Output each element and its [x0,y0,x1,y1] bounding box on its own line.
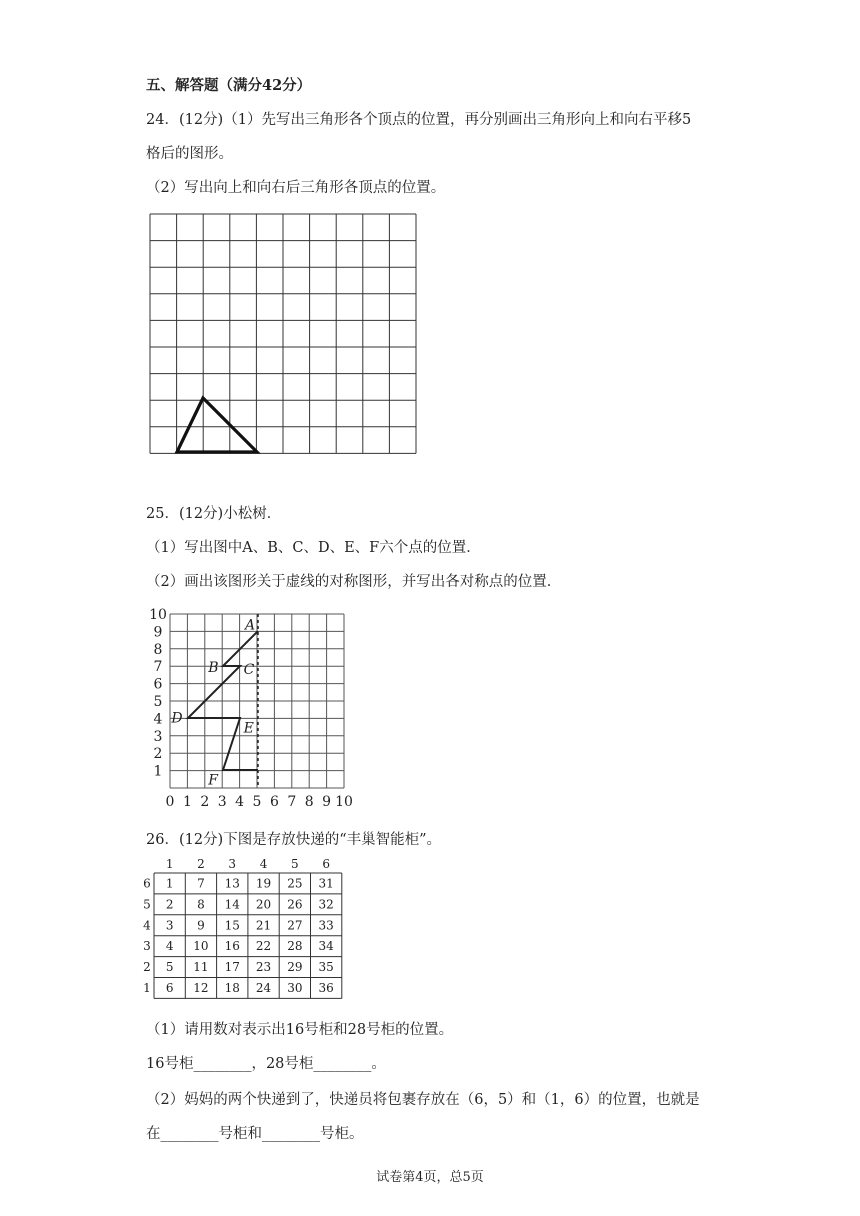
q26-sub2-answer: 在________号柜和________号柜。 [146,1126,364,1142]
q26-cell: 28 [287,939,303,954]
q25-line1: 25．(12分)小松树． [146,506,282,522]
q25-y-tick: 5 [153,694,163,710]
q25-x-ticks [166,794,353,810]
q25-y-tick: 7 [153,659,163,676]
q25-point-d: D [171,710,183,727]
page-footer: 试卷第4页，总5页 [376,1170,484,1185]
q26-sub1: （1）请用数对表示出16号柜和28号柜的位置。 [146,1022,454,1038]
q26-row-headers [143,876,151,995]
q26-col-header: 4 [259,857,268,871]
q26-col-header: 6 [322,857,330,871]
q25-point-f: F [208,772,218,789]
q26-cell: 15 [224,918,240,933]
q25-x-tick: 5 [252,794,262,810]
q26-cell: 3 [165,918,174,933]
q26-cell: 17 [224,960,240,975]
q26-cell: 12 [193,980,209,995]
q26-cell: 16 [224,939,240,954]
q24-line2: 格后的图形。 [146,146,233,162]
q25-grid-lines [170,614,344,788]
q25-x-tick: 1 [182,794,192,810]
q26-cell: 5 [165,960,174,975]
q25-x-tick: 4 [235,794,245,810]
q25-x-tick: 3 [217,794,227,810]
q25-y-tick: 2 [153,746,163,763]
q26-col-header: 3 [228,857,237,871]
q25-x-tick: 0 [165,794,175,810]
q25-point-c: C [243,662,255,679]
q25-x-tick: 9 [322,794,332,810]
q26-cell: 33 [318,918,334,933]
q25-x-tick: 8 [304,794,314,810]
q26-cell: 34 [318,939,334,954]
q24-triangle [177,398,257,452]
q26-cell: 22 [255,939,272,954]
q26-cell: 4 [165,939,174,954]
q26-cell: 6 [165,980,174,995]
q26-row-header: 2 [143,960,151,975]
q26-cell: 29 [287,960,303,975]
q26-cell: 35 [318,960,334,975]
q26-sub2: （2）妈妈的两个快递到了，快递员将包裹存放在（6，5）和（1，6）的位置，也就是 [146,1092,700,1108]
q26-cell: 26 [287,897,303,912]
q25-x-tick: 6 [269,794,279,810]
q26-cell: 11 [193,960,209,975]
q26-cell: 25 [287,876,303,891]
q26-cell: 24 [255,980,272,995]
q26-cell: 14 [224,897,240,912]
q25-y-tick: 3 [153,728,163,745]
q25-y-tick: 1 [153,763,163,780]
q26-col-header: 2 [197,857,205,871]
q26-cell: 21 [255,918,272,933]
q25-x-tick: 10 [335,794,353,810]
q26-cell: 7 [197,876,205,891]
q25-y-tick: 6 [153,676,163,693]
q25-x-tick: 2 [200,794,210,810]
q26-cell: 18 [224,980,240,995]
q26-cell: 10 [193,939,209,954]
q26-cell: 19 [255,876,272,891]
q26-row-header: 6 [143,876,151,891]
q26-locker-table [140,854,355,1004]
q25-point-b: B [208,660,219,677]
q26-cell: 20 [255,897,272,912]
q24-grid-lines [150,214,416,453]
section-title: 五、解答题（满分42分） [146,77,312,94]
q26-sub1-answer: 16号柜________，28号柜________。 [146,1056,386,1072]
q26-grid-lines [154,873,342,998]
q26-line1: 26．(12分)下图是存放快递的“丰巢智能柜”。 [146,832,442,848]
q26-row-header: 3 [143,939,151,954]
q26-cell: 1 [165,876,174,891]
q25-y-tick: 9 [153,624,163,641]
q26-cell: 2 [165,897,174,912]
q26-cell: 30 [287,980,303,995]
q26-cell: 31 [318,876,334,891]
q25-point-e: E [243,720,254,737]
q25-line2: （1）写出图中A、B、C、D、E、F六个点的位置． [146,540,481,556]
q26-col-header: 5 [291,857,299,871]
q26-row-header: 5 [143,897,151,912]
q26-cell: 8 [197,897,205,912]
q26-col-headers [166,857,330,871]
q26-cell: 36 [318,980,334,995]
q26-cell: 13 [224,876,240,891]
q24-line1: 24．(12分)（1）先写出三角形各个顶点的位置，再分别画出三角形向上和向右平移5 [146,112,692,128]
q25-line3: （2）画出该图形关于虚线的对称图形，并写出各对称点的位置． [146,574,562,590]
q25-point-a: A [245,617,256,634]
q25-pine-figure [140,604,370,810]
q25-y-tick: 8 [153,641,163,658]
q26-col-header: 1 [165,857,174,871]
q24-line3: （2）写出向上和向右后三角形各顶点的位置。 [146,180,446,196]
q25-x-tick: 7 [287,794,297,810]
q26-cell: 27 [287,918,303,933]
q25-point-labels [170,617,255,788]
q26-row-header: 1 [143,980,151,995]
q24-grid-figure [140,208,420,484]
q26-row-header: 4 [143,918,151,933]
q25-y-tick: 10 [149,607,167,623]
q26-cell: 32 [318,897,334,912]
q26-cell: 23 [255,960,272,975]
q25-y-ticks [149,607,167,780]
q25-y-tick: 4 [153,711,163,728]
q26-cell: 9 [197,918,205,933]
